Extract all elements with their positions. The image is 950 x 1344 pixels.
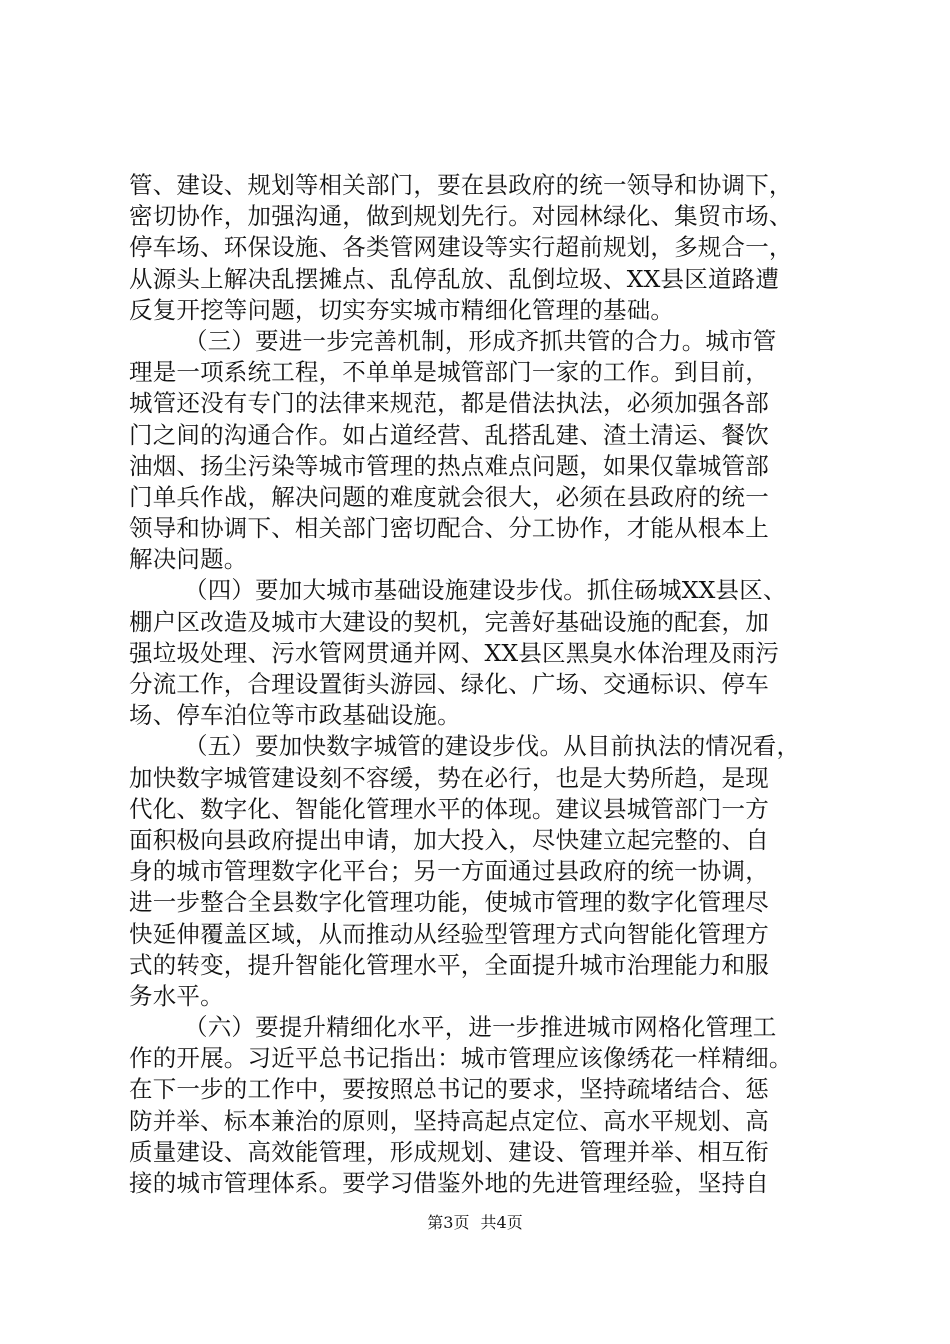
paragraph-start-line: （四）要加大城市基础设施建设步伐。抓住砀城XX县区、 [184, 576, 787, 605]
text-line: 进一步整合全县数字化管理功能，使城市管理的数字化管理尽 [129, 888, 769, 917]
text-line: 解决问题。 [129, 545, 248, 574]
text-line: 代化、数字化、智能化管理水平的体现。建议县城管部门一方 [129, 794, 769, 823]
text-line: 强垃圾处理、污水管网贯通并网、XX县区黑臭水体治理及雨污 [129, 638, 780, 667]
text-line: 面积极向县政府提出申请，加大投入，尽快建立起完整的、自 [129, 825, 769, 854]
text-line: 质量建设、高效能管理，形成规划、建设、管理并举、相互衔 [129, 1137, 769, 1166]
paragraph-start-line: （六）要提升精细化水平，进一步推进城市网格化管理工 [184, 1013, 777, 1042]
text-line: 停车场、环保设施、各类管网建设等实行超前规划，多规合一， [129, 233, 793, 262]
page-footer [0, 1213, 950, 1233]
text-line: 身的城市管理数字化平台；另一方面通过县政府的统一协调， [129, 857, 769, 886]
document-body [129, 170, 841, 1199]
text-line: 密切协作，加强沟通，做到规划先行。对园林绿化、集贸市场、 [129, 202, 793, 231]
text-line: 分流工作，合理设置街头游园、绿化、广场、交通标识、停车 [129, 670, 769, 698]
text-line: 式的转变，提升智能化管理水平，全面提升城市治理能力和服 [129, 950, 769, 979]
text-line: 快延伸覆盖区域，从而推动从经验型管理方式向智能化管理方 [129, 919, 769, 948]
paragraph-start-line: （三）要进一步完善机制，形成齐抓共管的合力。城市管 [184, 326, 777, 355]
text-line: 城管还没有专门的法律来规范，都是借法执法，必须加强各部 [129, 389, 769, 418]
text-line: 棚户区改造及城市大建设的契机，完善好基础设施的配套，加 [129, 607, 769, 636]
text-line: 油烟、扬尘污染等城市管理的热点难点问题，如果仅靠城管部 [129, 451, 769, 480]
text-line: 门单兵作战，解决问题的难度就会很大，必须在县政府的统一 [129, 482, 769, 511]
page-total: 共4页 [480, 1213, 523, 1232]
text-line: 作的开展。习近平总书记指出：城市管理应该像绣花一样精细。 [129, 1044, 793, 1073]
paragraph-start-line: （五）要加快数字城管的建设步伐。从目前执法的情况看， [184, 732, 801, 761]
text-line: 场、停车泊位等市政基础设施。 [129, 701, 461, 730]
text-line: 反复开挖等问题，切实夯实城市精细化管理的基础。 [129, 295, 675, 324]
page-number: 第3页 [427, 1213, 470, 1232]
text-line: 在下一步的工作中，要按照总书记的要求，坚持疏堵结合、惩 [129, 1075, 769, 1104]
text-line: 务水平。 [129, 981, 224, 1010]
text-line: 接的城市管理体系。要学习借鉴外地的先进管理经验，坚持自 [129, 1169, 769, 1197]
text-line: 加快数字城管建设刻不容缓，势在必行，也是大势所趋，是现 [129, 763, 769, 792]
text-line: 领导和协调下、相关部门密切配合、分工协作，才能从根本上 [129, 514, 769, 543]
text-line: 门之间的沟通合作。如占道经营、乱搭乱建、渣土清运、餐饮 [129, 420, 769, 449]
text-line: 从源头上解决乱摆摊点、乱停乱放、乱倒垃圾、XX县区道路遭 [129, 264, 780, 293]
text-line: 理是一项系统工程，不单单是城管部门一家的工作。到目前， [129, 358, 769, 387]
text-line: 防并举、标本兼治的原则，坚持高起点定位、高水平规划、高 [129, 1106, 769, 1135]
text-line: 管、建设、规划等相关部门，要在县政府的统一领导和协调下， [129, 171, 793, 199]
